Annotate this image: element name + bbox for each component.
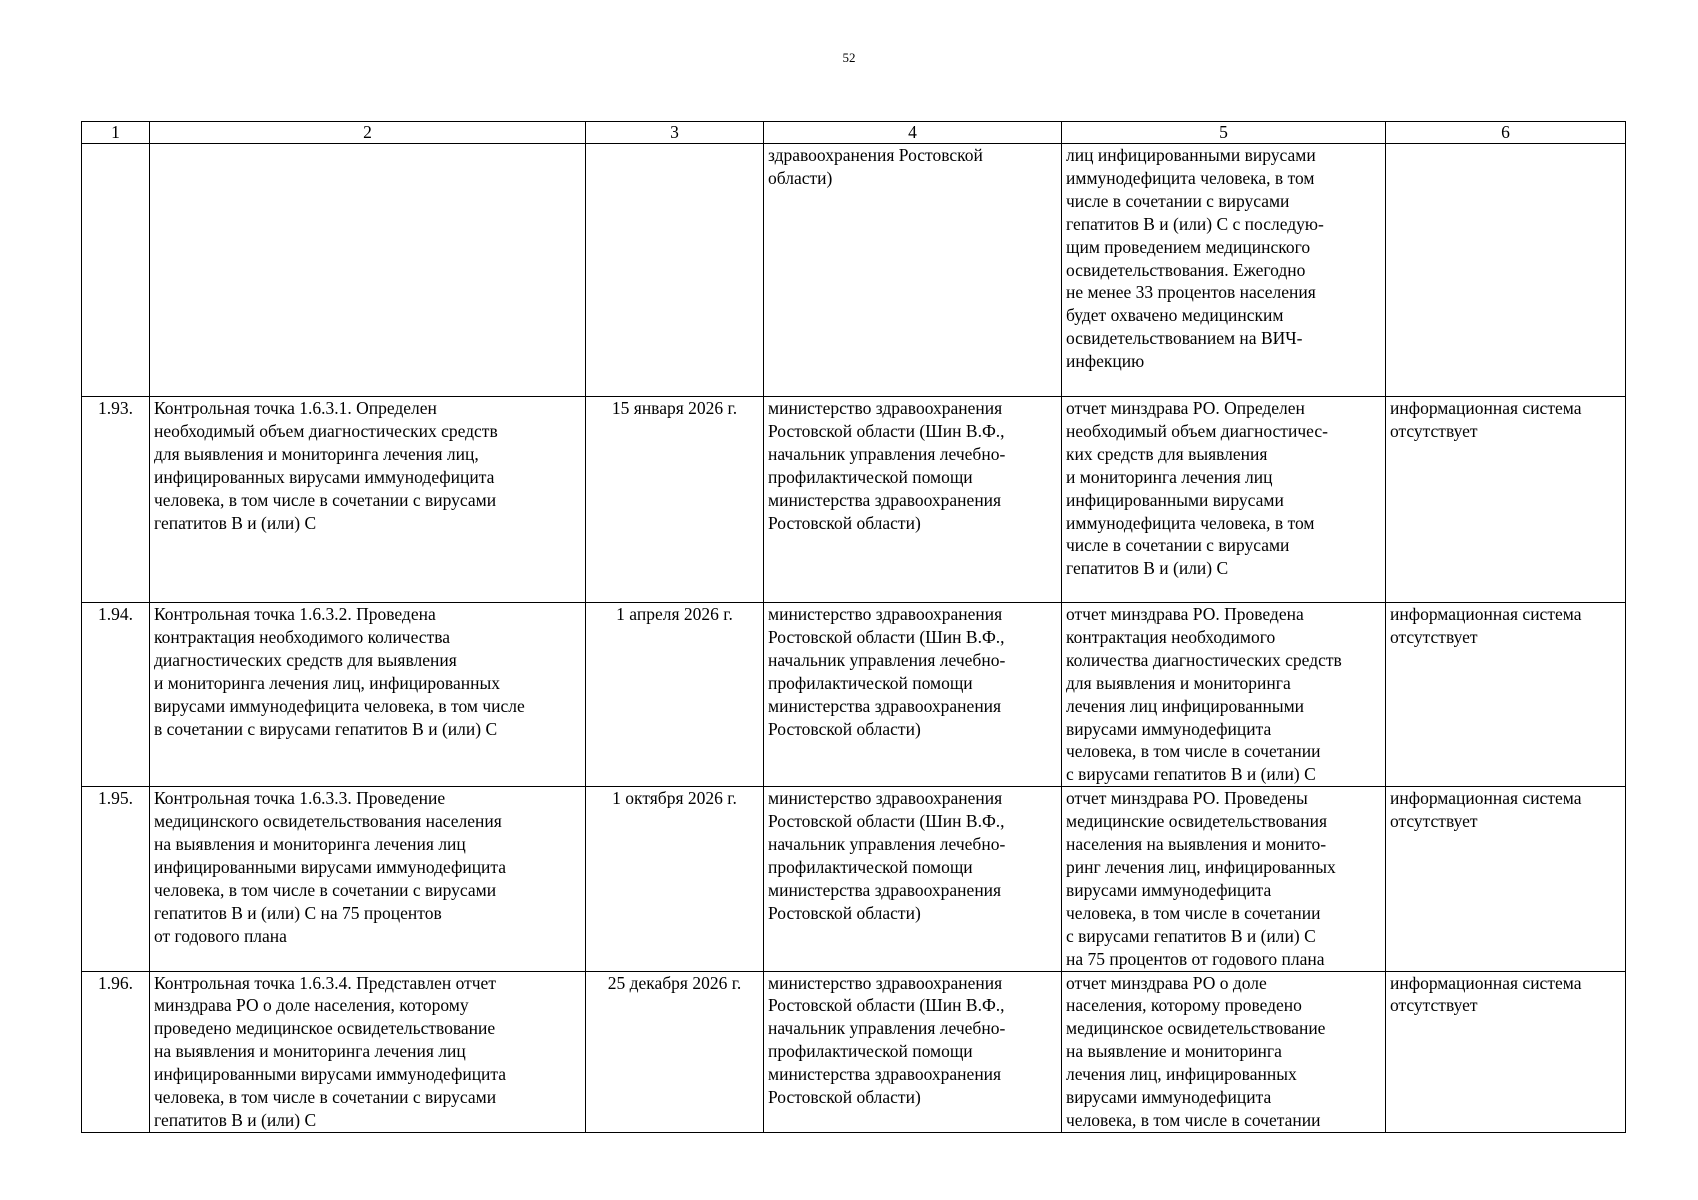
- system-cell: информационная система отсутствует: [1386, 397, 1626, 603]
- header-col-6: 6: [1386, 122, 1626, 144]
- responsible-cell: министерство здравоохранения Ростовской области (Шин В.Ф., начальник управления лечебно- профилактической помощи министерства здравоохранения Ростовской области): [764, 971, 1062, 1132]
- header-col-5: 5: [1062, 122, 1386, 144]
- table-row: [82, 971, 1626, 1132]
- row-number-cell: 1.93.: [82, 397, 150, 603]
- result-cell: отчет минздрава РО. Проведена контрактация необходимого количества диагностических средств для выявления и мониторинга лечения лиц инфицированными вирусами иммунодефицита человека, в том числе в сочетании с вирусами гепатитов В и (или) С: [1062, 603, 1386, 787]
- header-col-3: 3: [586, 122, 764, 144]
- header-col-2: 2: [150, 122, 586, 144]
- system-cell: информационная система отсутствует: [1386, 971, 1626, 1132]
- plan-table: [81, 121, 1626, 1133]
- table-row: [82, 397, 1626, 603]
- header-row: [82, 122, 1626, 144]
- date-cell: 1 апреля 2026 г.: [586, 603, 764, 787]
- row-number-cell: 1.95.: [82, 787, 150, 971]
- table-row-continuation: [82, 144, 1626, 397]
- table-row: [82, 603, 1626, 787]
- responsible-cell: министерство здравоохранения Ростовской области (Шин В.Ф., начальник управления лечебно- профилактической помощи министерства здравоохранения Ростовской области): [764, 787, 1062, 971]
- row-number-cell: 1.94.: [82, 603, 150, 787]
- responsible-cell: министерство здравоохранения Ростовской области (Шин В.Ф., начальник управления лечебно- профилактической помощи министерства здравоохранения Ростовской области): [764, 603, 1062, 787]
- date-cell: 25 декабря 2026 г.: [586, 971, 764, 1132]
- page-number: 52: [842, 50, 856, 65]
- table-header: [82, 122, 1626, 144]
- system-cell: [1386, 144, 1626, 397]
- system-cell: информационная система отсутствует: [1386, 787, 1626, 971]
- system-cell: информационная система отсутствует: [1386, 603, 1626, 787]
- event-cell: Контрольная точка 1.6.3.4. Представлен отчет минздрава РО о доле населения, которому проведено медицинское освидетельствование на выявления и мониторинга лечения лиц инфицированными вирусами иммунодефицита человека, в том числе в сочетании с вирусами гепатитов В и (или) С: [150, 971, 586, 1132]
- event-cell: [150, 144, 586, 397]
- event-cell: Контрольная точка 1.6.3.1. Определен необходимый объем диагностических средств для выявления и мониторинга лечения лиц, инфицированных вирусами иммунодефицита человека, в том числе в сочетании с вирусами гепатитов В и (или) С: [150, 397, 586, 603]
- date-cell: [586, 144, 764, 397]
- row-number-cell: [82, 144, 150, 397]
- header-col-4: 4: [764, 122, 1062, 144]
- result-cell: лиц инфицированными вирусами иммунодефицита человека, в том числе в сочетании с вирусами гепатитов В и (или) С с последую- щим проведением медицинского освидетельствования. Ежегодно не менее 33 процентов населения будет охвачено медицинским освидетельствованием на ВИЧ- инфекцию: [1062, 144, 1386, 397]
- responsible-cell: здравоохранения Ростовской области): [764, 144, 1062, 397]
- date-cell: 1 октября 2026 г.: [586, 787, 764, 971]
- result-cell: отчет минздрава РО о доле населения, которому проведено медицинское освидетельствование на выявление и мониторинга лечения лиц, инфицированных вирусами иммунодефицита человека, в том числе в сочетании: [1062, 971, 1386, 1132]
- result-cell: отчет минздрава РО. Проведены медицинские освидетельствования населения на выявления и монито- ринг лечения лиц, инфицированных вирусами иммунодефицита человека, в том числе в сочетании с вирусами гепатитов В и (или) С на 75 процентов от годового плана: [1062, 787, 1386, 971]
- header-col-1: 1: [82, 122, 150, 144]
- result-cell: отчет минздрава РО. Определен необходимый объем диагностичес- ких средств для выявления и мониторинга лечения лиц инфицированными вирусами иммунодефицита человека, в том числе в сочетании с вирусами гепатитов В и (или) С: [1062, 397, 1386, 603]
- event-cell: Контрольная точка 1.6.3.2. Проведена контрактация необходимого количества диагностических средств для выявления и мониторинга лечения лиц, инфицированных вирусами иммунодефицита человека, в том числе в сочетании с вирусами гепатитов В и (или) С: [150, 603, 586, 787]
- row-number-cell: 1.96.: [82, 971, 150, 1132]
- table-body: [82, 144, 1626, 1133]
- event-cell: Контрольная точка 1.6.3.3. Проведение медицинского освидетельствования населения на выявления и мониторинга лечения лиц инфицированными вирусами иммунодефицита человека, в том числе в сочетании с вирусами гепатитов В и (или) С на 75 процентов от годового плана: [150, 787, 586, 971]
- table-row: [82, 787, 1626, 971]
- responsible-cell: министерство здравоохранения Ростовской области (Шин В.Ф., начальник управления лечебно- профилактической помощи министерства здравоохранения Ростовской области): [764, 397, 1062, 603]
- date-cell: 15 января 2026 г.: [586, 397, 764, 603]
